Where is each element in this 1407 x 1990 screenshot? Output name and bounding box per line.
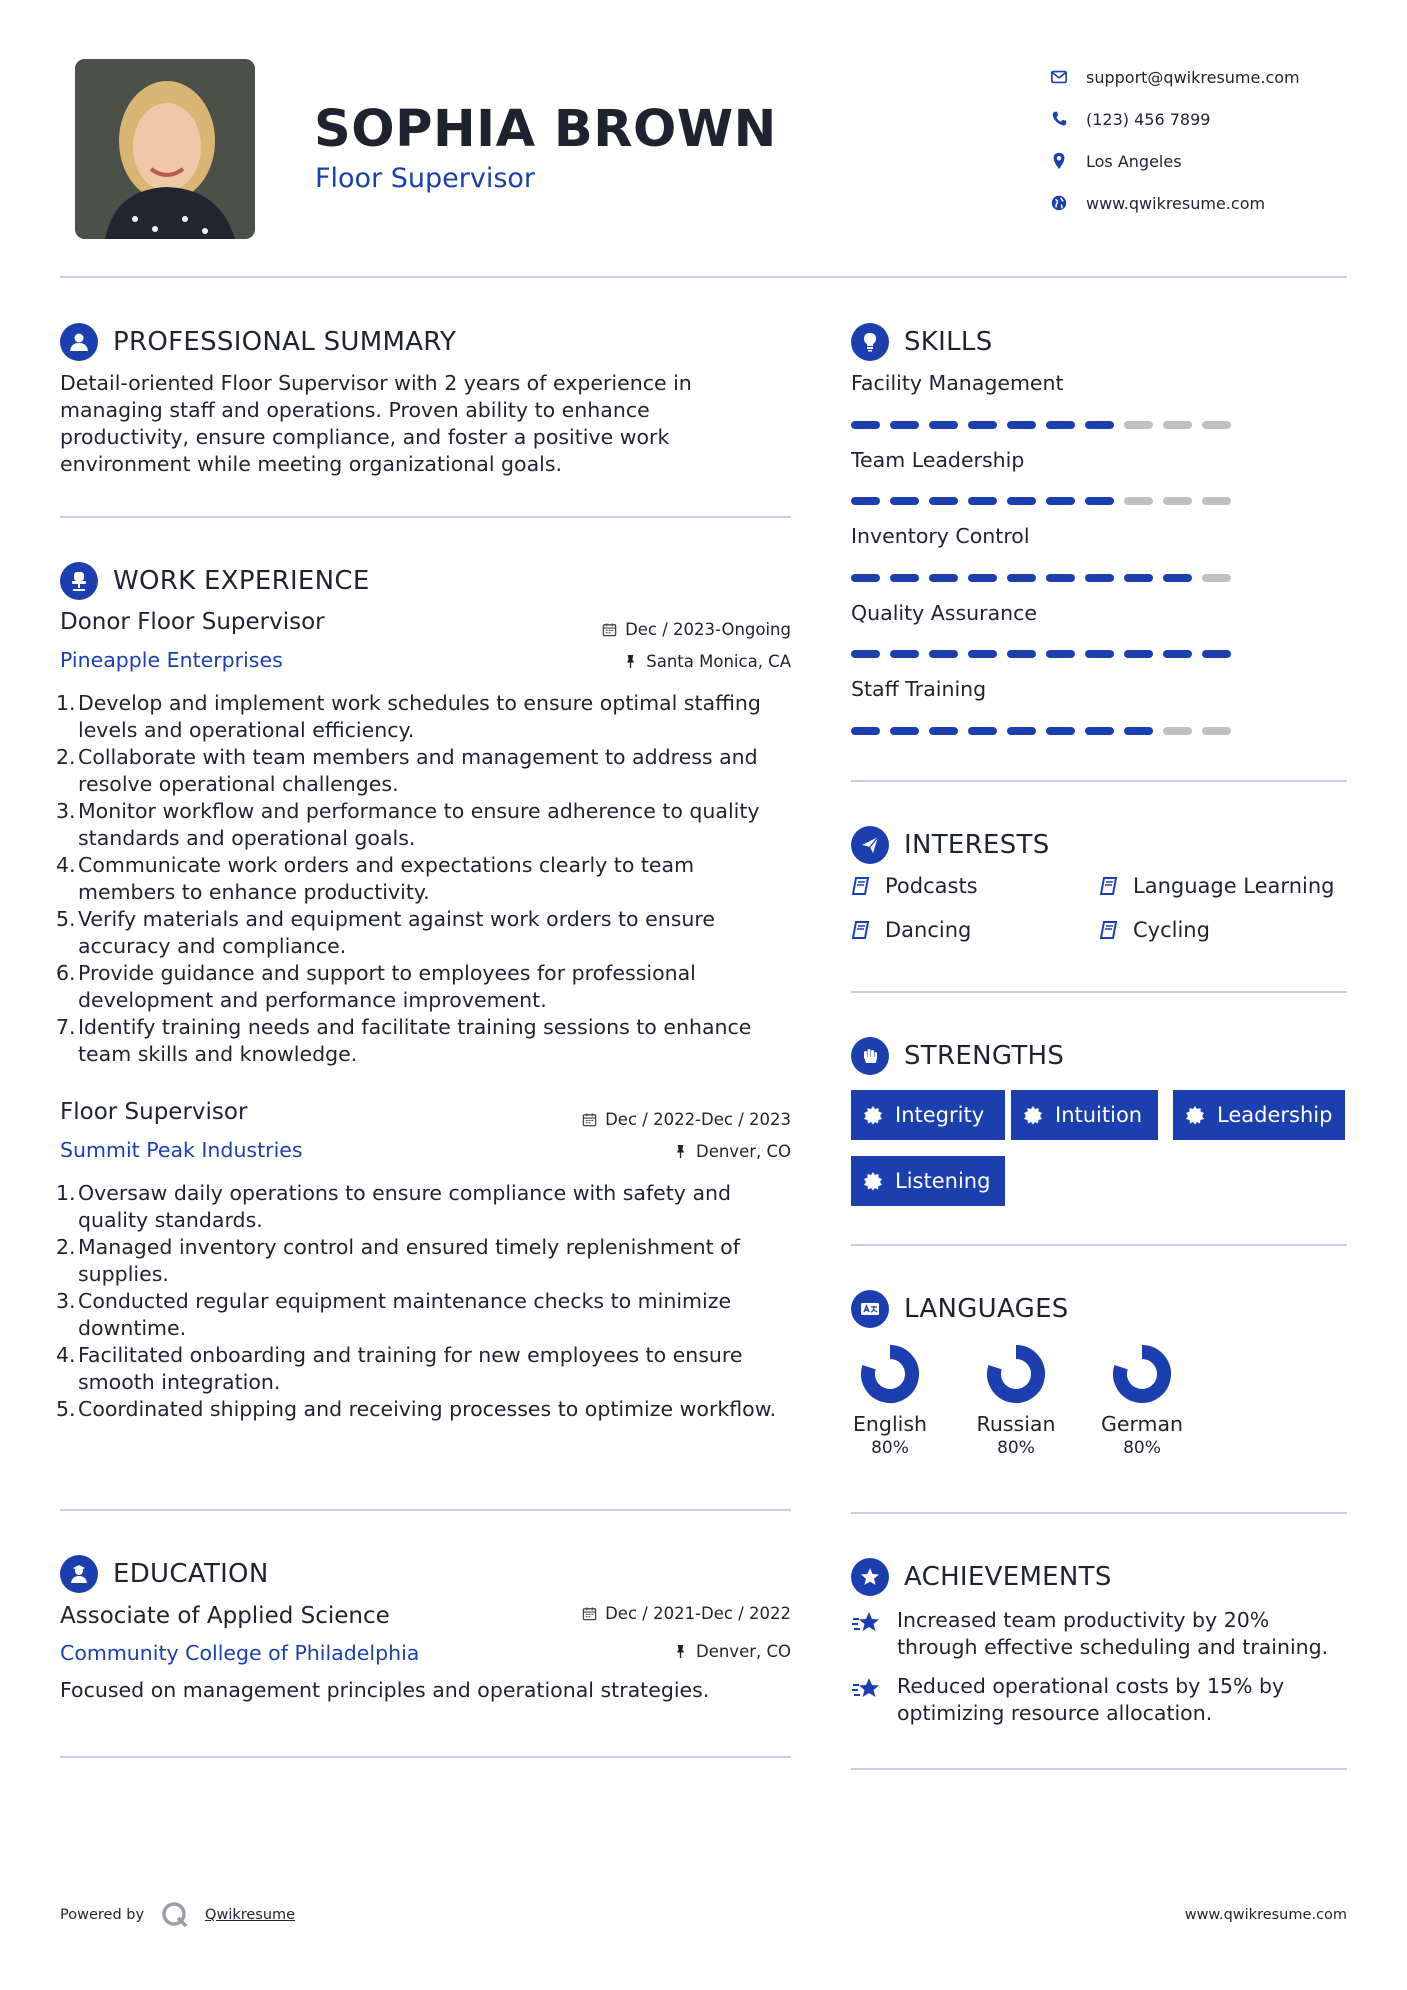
brand-link[interactable]: Qwikresume [205,1907,296,1923]
skill-dash [1124,727,1153,735]
skill-4-name: Quality Assurance [851,601,1038,625]
skill-dash [851,497,880,505]
summary-heading [60,323,456,361]
skill-1-name: Facility Management [851,371,1064,395]
contact-email[interactable] [1050,56,1300,98]
job-1-dates-text: Dec / 2023-Ongoing [625,620,791,639]
education-dates [582,1604,791,1623]
strength-tag [851,1156,1005,1206]
book-icon [1099,920,1119,940]
strength-label: Leadership [1217,1103,1333,1127]
skill-dash [929,497,958,505]
education-degree: Associate of Applied Science [60,1603,390,1629]
language-item [1092,1342,1192,1458]
skills-heading-text: SKILLS [904,327,993,357]
list-item: Develop and implement work schedules to ensure optimal staffing levels and operational efficiency. [78,691,761,742]
strengths-heading-text: STRENGTHS [904,1041,1065,1071]
job-2-title: Floor Supervisor [60,1099,248,1125]
contact-website[interactable] [1050,182,1300,224]
contact-location-text: Los Angeles [1086,151,1182,171]
interests-divider [851,991,1347,993]
contact-location [1050,140,1300,182]
skill-dash [968,650,997,658]
skill-dash [1163,574,1192,582]
pin-icon [673,1144,688,1159]
skills-heading [851,323,993,361]
achievement-text: Increased team productivity by 20% through effective scheduling and training. [897,1608,1329,1659]
skill-dash [968,727,997,735]
interest-item [851,874,978,898]
footer-website[interactable]: www.qwikresume.com [1184,1907,1347,1923]
skill-dash [1163,421,1192,429]
language-progress-arc [994,1352,1038,1396]
experience-heading-text: WORK EXPERIENCE [113,566,370,596]
language-name: English [852,1412,928,1436]
list-item: Managed inventory control and ensured timely replenishment of supplies. [78,1235,740,1286]
languages-divider [851,1512,1347,1514]
skill-dash [1007,497,1036,505]
skill-dash [851,421,880,429]
skill-dash [1124,421,1153,429]
skill-dash [929,727,958,735]
language-progress-ring [984,1342,1048,1406]
skill-dash [929,421,958,429]
badge-icon [863,1171,883,1191]
skill-2-name: Team Leadership [851,448,1025,472]
strength-tag [1173,1090,1345,1140]
education-heading [60,1555,269,1593]
interests-heading-text: INTERESTS [904,830,1050,860]
calendar-icon [602,622,617,637]
candidate-role: Floor Supervisor [315,163,536,194]
education-description: Focused on management principles and operational strategies. [60,1678,710,1702]
map-pin-icon [1050,152,1068,170]
book-icon [851,920,871,940]
skill-1-meter [851,421,1231,429]
book-icon [1099,876,1119,896]
skill-dash [890,574,919,582]
skill-dash [1202,574,1231,582]
skill-dash [1007,421,1036,429]
interest-item [1099,918,1210,942]
interest-label: Cycling [1133,918,1210,942]
job-1-company: Pineapple Enterprises [60,648,283,672]
graduate-icon [60,1555,98,1593]
qwikresume-logo-icon [160,1900,190,1930]
skill-dash [1007,650,1036,658]
pin-icon [673,1644,688,1659]
briefcase-chair-icon [60,562,98,600]
list-item: Verify materials and equipment against work orders to ensure accuracy and compliance. [78,907,715,958]
interests-heading [851,826,1050,864]
envelope-icon [1050,68,1068,86]
list-item: Coordinated shipping and receiving processes to optimize workflow. [78,1397,777,1421]
interest-item [851,918,971,942]
achievement-item [851,1607,1347,1661]
language-percent: 80% [871,1438,909,1458]
languages-heading-text: LANGUAGES [904,1294,1069,1324]
language-item [840,1342,940,1458]
star-icon [851,1607,883,1639]
achievement-text: Reduced operational costs by 15% by optimizing resource allocation. [897,1674,1285,1725]
skill-dash [851,574,880,582]
education-heading-text: EDUCATION [113,1559,269,1589]
skill-dash [1163,650,1192,658]
strength-label: Integrity [895,1103,985,1127]
contact-email-text: support@qwikresume.com [1086,67,1300,87]
skill-dash [1085,421,1114,429]
skill-dash [1046,650,1075,658]
skill-dash [929,574,958,582]
experience-divider [60,1509,791,1511]
strength-tag [851,1090,1005,1140]
user-icon [60,323,98,361]
skill-3-name: Inventory Control [851,524,1030,548]
skill-dash [1046,727,1075,735]
globe-icon [1050,194,1068,212]
list-item: Identify training needs and facilitate training sessions to enhance team skills and knowledge. [78,1015,752,1066]
job-1-title: Donor Floor Supervisor [60,609,325,635]
strengths-heading [851,1037,1064,1075]
contact-phone-text: (123) 456 7899 [1086,109,1211,129]
education-location [673,1642,791,1661]
job-2-dates [582,1110,791,1129]
skill-dash [890,421,919,429]
job-1-location [623,652,791,671]
job-1-dates [602,620,791,639]
interest-label: Podcasts [885,874,978,898]
list-item: Conducted regular equipment maintenance checks to minimize downtime. [78,1289,732,1340]
interest-label: Dancing [885,918,972,942]
skill-dash [1163,497,1192,505]
skill-3-meter [851,574,1231,582]
skills-divider [851,780,1347,782]
candidate-name: SOPHIA BROWN [314,100,777,159]
star-badge-icon [851,1558,889,1596]
skill-dash [1163,727,1192,735]
badge-icon [1023,1105,1043,1125]
list-item: Oversaw daily operations to ensure compliance with safety and quality standards. [78,1181,732,1232]
phone-icon [1050,110,1068,128]
profile-photo [75,59,255,239]
strength-label: Listening [895,1169,991,1193]
skill-dash [1202,421,1231,429]
badge-icon [863,1105,883,1125]
list-item: Provide guidance and support to employees for professional development and performance improvement. [78,961,696,1012]
skill-dash [929,650,958,658]
education-dates-text: Dec / 2021-Dec / 2022 [605,1604,791,1623]
skill-dash [1085,650,1114,658]
skill-dash [1124,574,1153,582]
skill-dash [1007,727,1036,735]
skill-dash [851,650,880,658]
language-progress-ring [1110,1342,1174,1406]
skill-dash [1046,497,1075,505]
footer-powered-by [60,1900,295,1930]
skill-dash [890,727,919,735]
list-item: Facilitated onboarding and training for new employees to ensure smooth integration. [78,1343,743,1394]
strengths-divider [851,1244,1347,1246]
achievements-divider [851,1768,1347,1770]
job-2-dates-text: Dec / 2022-Dec / 2023 [605,1110,791,1129]
skill-dash [851,727,880,735]
language-percent: 80% [997,1438,1035,1458]
experience-heading [60,562,370,600]
contact-block [1050,56,1300,224]
skill-dash [1046,574,1075,582]
list-item: Communicate work orders and expectations clearly to team members to enhance productivity. [78,853,695,904]
skill-dash [1202,727,1231,735]
language-progress-arc [868,1352,912,1396]
skill-5-name: Staff Training [851,677,987,701]
skill-5-meter [851,727,1231,735]
star-icon [851,1673,883,1705]
skill-dash [1124,650,1153,658]
language-progress-ring [858,1342,922,1406]
interest-item [1099,874,1334,898]
translate-icon [851,1290,889,1328]
strength-label: Intuition [1055,1103,1143,1127]
contact-phone[interactable] [1050,98,1300,140]
achievement-item [851,1673,1347,1727]
badge-icon [1185,1105,1205,1125]
paper-plane-icon [851,826,889,864]
job-2-location-text: Denver, CO [695,1142,791,1161]
job-2-location [673,1142,791,1161]
education-school: Community College of Philadelphia [60,1641,420,1665]
skill-dash [890,497,919,505]
skill-dash [1202,497,1231,505]
skill-dash [1202,650,1231,658]
language-name: Russian [976,1412,1056,1436]
summary-heading-text: PROFESSIONAL SUMMARY [113,327,457,357]
skill-4-meter [851,650,1231,658]
skill-dash [968,574,997,582]
contact-website-text: www.qwikresume.com [1086,193,1266,213]
summary-text: Detail-oriented Floor Supervisor with 2 years of experience in managing staff and operations. Proven ability to enhance productivity, ensure compliance, and foster a positive work environment while meeting organizational goals. [60,371,692,476]
book-icon [851,876,871,896]
skill-dash [1085,574,1114,582]
list-item: Collaborate with team members and management to address and resolve operational challenges. [78,745,758,796]
language-percent: 80% [1123,1438,1161,1458]
job-1-duties [60,690,790,1068]
skill-dash [890,650,919,658]
language-name: German [1100,1412,1184,1436]
skill-2-meter [851,497,1231,505]
language-item [966,1342,1066,1458]
skill-dash [968,497,997,505]
lightbulb-icon [851,323,889,361]
achievements-heading [851,1558,1112,1596]
strength-tag [1011,1090,1158,1140]
summary-divider [60,516,791,518]
skill-dash [1124,497,1153,505]
languages-heading [851,1290,1069,1328]
skill-dash [1085,727,1114,735]
list-item: Monitor workflow and performance to ensure adherence to quality standards and operational goals. [78,799,760,850]
pin-icon [623,654,638,669]
job-2-duties [60,1180,790,1423]
calendar-icon [582,1112,597,1127]
job-2-company: Summit Peak Industries [60,1138,303,1162]
skill-dash [968,421,997,429]
education-divider [60,1756,791,1758]
skill-dash [1085,497,1114,505]
interest-label: Language Learning [1133,874,1335,898]
education-location-text: Denver, CO [695,1642,791,1661]
calendar-icon [582,1606,597,1621]
skill-dash [1046,421,1075,429]
achievements-heading-text: ACHIEVEMENTS [904,1562,1112,1592]
skill-dash [1007,574,1036,582]
header-divider [60,276,1347,278]
powered-by-text: Powered by [60,1907,145,1923]
job-1-location-text: Santa Monica, CA [646,652,791,671]
fist-icon [851,1037,889,1075]
language-progress-arc [1120,1352,1164,1396]
